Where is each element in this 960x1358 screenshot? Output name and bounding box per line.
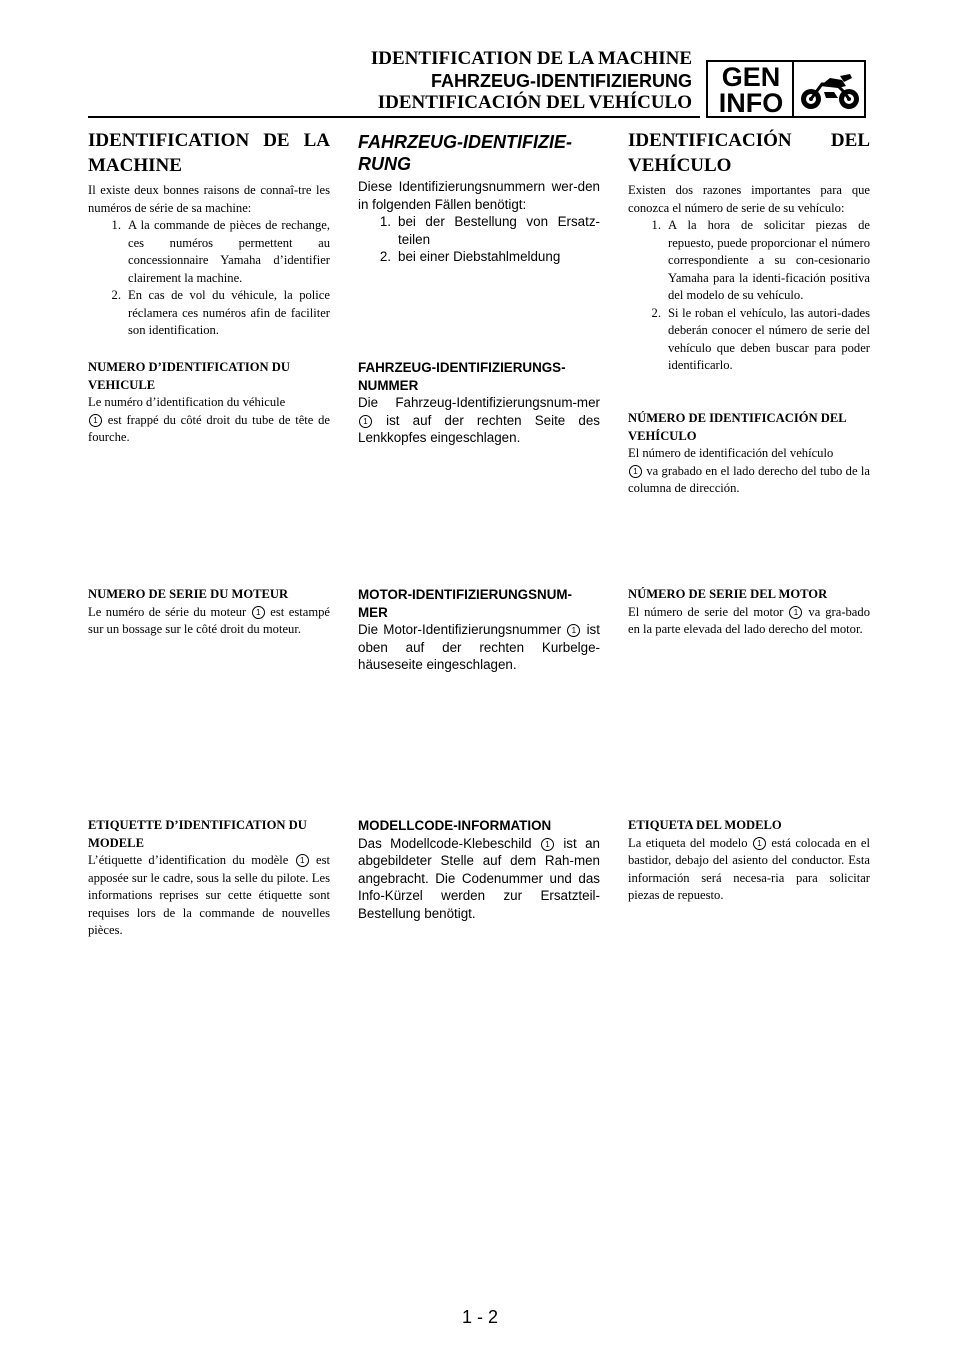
section-heading: IDENTIFICATION DE LA MACHINE — [88, 130, 330, 176]
section-engine-de — [358, 586, 600, 674]
motorcycle-icon — [798, 66, 862, 114]
subsection-heading: NÚMERO DE SERIE DEL MOTOR — [628, 587, 828, 601]
body-text: La etiqueta del modelo 1 está colocada en el bastidor, debajo del asiento del conductor. Esta información será necesa-ria para solicitar piezas de repuesto. — [628, 835, 870, 902]
section-model-label-es — [628, 817, 870, 905]
section-model-label-de — [358, 817, 600, 922]
subsection-heading: FAHRZEUG-IDENTIFIZIERUNGS-NUMMER — [358, 360, 566, 393]
body-text: Le numéro d’identification du véhicule 1 est frappé du côté droit du tube de tête de fourche. — [88, 395, 330, 444]
section-engine-es — [628, 586, 870, 639]
reason-list — [628, 217, 870, 375]
list-item: 2. bei einer Diebstahlmeldung — [379, 249, 561, 264]
subsection-heading: ETIQUETA DEL MODELO — [628, 818, 782, 832]
callout-marker: 1 — [567, 624, 580, 637]
body-text: Die Fahrzeug-Identifizierungsnum-mer 1 ist auf der rechten Seite des Lenkkopfes eingeschlagen. — [358, 395, 600, 445]
callout-marker: 1 — [296, 854, 309, 867]
body-text: Das Modellcode-Klebeschild 1 ist an abgebildeter Stelle auf dem Rah-men angebracht. Die Codenummer und das Info-Kürzel werden zur Ersatzteil-Bestellung benötigt. — [358, 835, 600, 921]
list-item: 1. A la hora de solicitar piezas de repuesto, puede proporcionar el número correspondiente a su con-cesionario Yamaha para la identi-ficación positiva del modelo de su vehículo. — [651, 218, 870, 302]
header-rule — [88, 116, 700, 118]
section-vin-es — [628, 410, 870, 498]
body-text: El número de serie del motor 1 va gra-bado en la parte elevada del lado derecho del motor. — [628, 604, 870, 636]
list-item: 1. A la commande de pièces de rechange, ces numéros permettent au concessionnaire Yamaha d’identifier clairement la machine. — [111, 218, 330, 285]
header-title-es: IDENTIFICACIÓN DEL VEHÍCULO — [377, 92, 692, 113]
section-identification-fr — [88, 128, 330, 340]
intro-text: Diese Identifizierungsnummern wer-den in folgenden Fällen benötigt: — [358, 179, 600, 212]
reason-list — [88, 217, 330, 340]
header-title-fr: IDENTIFICATION DE LA MACHINE — [370, 48, 692, 69]
section-identification-de — [358, 131, 600, 266]
section-badge-label: GEN INFO — [718, 62, 784, 118]
callout-marker: 1 — [541, 838, 554, 851]
subsection-heading: ETIQUETTE D’IDENTIFICATION DU MODELE — [88, 818, 307, 850]
body-text: L’étiquette d’identification du modèle 1 est apposée sur le cadre, sous la selle du pilote. Les informations reprises sur cette étiquette sont requises lors de la commande de nouvelles pièces. — [88, 853, 330, 937]
list-item: 2. En cas de vol du véhicule, la police réclamera ces numéros afin de faciliter son identification. — [111, 288, 330, 337]
callout-marker: 1 — [753, 837, 766, 850]
section-model-label-fr — [88, 817, 330, 940]
callout-marker: 1 — [89, 414, 102, 427]
subsection-heading: NUMERO DE SERIE DU MOTEUR — [88, 587, 289, 601]
subsection-heading: NUMERO D’IDENTIFICATION DU VEHICULE — [88, 360, 290, 392]
subsection-heading: MODELLCODE-INFORMATION — [358, 818, 552, 833]
page-number: 1 - 2 — [461, 1307, 499, 1327]
section-vin-fr — [88, 359, 330, 447]
subsection-heading: MOTOR-IDENTIFIZIERUNGSNUM-MER — [358, 587, 572, 620]
intro-text: Existen dos razones importantes para que conozca el número de serie de su vehículo: — [628, 183, 870, 215]
callout-marker: 1 — [252, 606, 265, 619]
callout-marker: 1 — [789, 606, 802, 619]
section-identification-es — [628, 128, 870, 375]
callout-marker: 1 — [359, 415, 372, 428]
badge-divider — [792, 60, 794, 118]
header-title-de: FAHRZEUG-IDENTIFIZIERUNG — [431, 71, 692, 91]
callout-marker: 1 — [629, 465, 642, 478]
reason-list — [358, 213, 600, 266]
body-text: Le numéro de série du moteur 1 est estampé sur un bossage sur le côté droit du moteur. — [88, 604, 331, 636]
page-header-titles — [371, 48, 692, 114]
section-heading: IDENTIFICACIÓN DEL VEHÍCULO — [628, 130, 870, 176]
body-text: Die Motor-Identifizierungsnummer 1 ist oben auf der rechten Kurbelge-häuseseite eingeschlagen. — [358, 622, 600, 672]
section-vin-de — [358, 359, 600, 447]
section-engine-fr — [88, 586, 330, 639]
subsection-heading: NÚMERO DE IDENTIFICACIÓN DEL VEHÍCULO — [628, 411, 846, 443]
section-heading: FAHRZEUG-IDENTIFIZIE-RUNG — [358, 132, 572, 174]
list-item: 2. Si le roban el vehículo, las autori-dades deberán conocer el número de serie del vehículo que deben buscar para poder identificarlo. — [651, 305, 870, 372]
body-text: El número de identificación del vehículo 1 va grabado en el lado derecho del tubo de la columna de dirección. — [628, 446, 870, 495]
intro-text: Il existe deux bonnes raisons de connaî-tre les numéros de série de sa machine: — [88, 183, 330, 215]
list-item: 1. bei der Bestellung von Ersatz-teilen — [379, 214, 600, 247]
section-badge — [706, 60, 866, 118]
